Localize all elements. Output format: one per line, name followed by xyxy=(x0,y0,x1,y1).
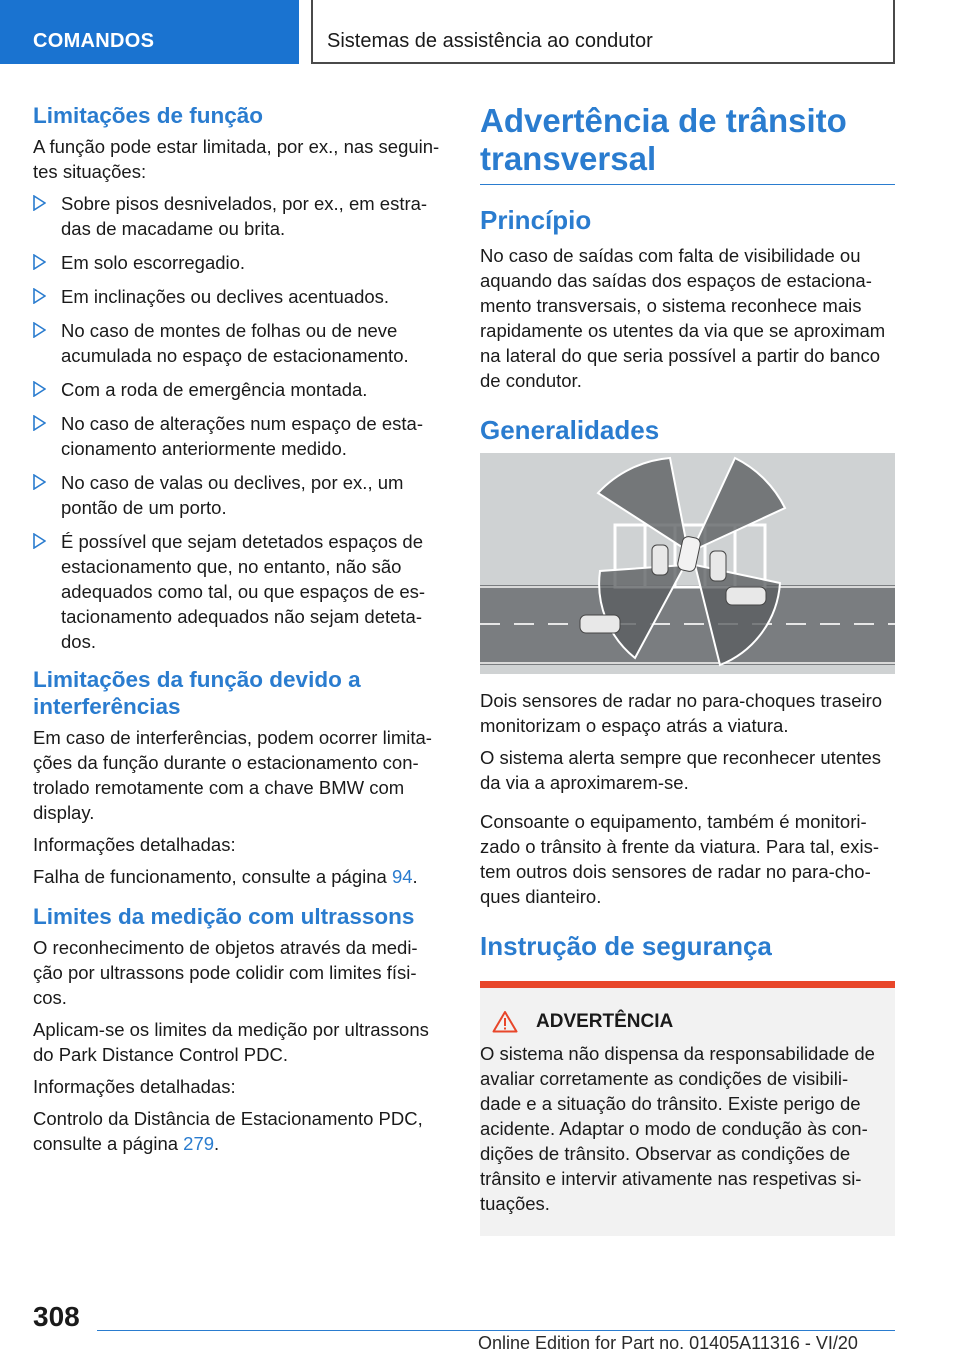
section-tab: COMANDOS xyxy=(0,0,299,64)
info-label-1: Informações detalhadas: xyxy=(33,834,236,855)
radar-illustration xyxy=(480,453,895,674)
list-item: Em inclinações ou declives acentuados. xyxy=(33,284,447,309)
pdc-limits-text: Aplicam-se os limites da medição por ultrassons do Park Distance Control PDC. xyxy=(33,1019,429,1065)
pdc-reference: Controlo da Distância de Estacionamento PDC, consulte a página 279. xyxy=(33,1108,423,1154)
heading-seguranca: Instrução de segurança xyxy=(480,931,772,961)
list-item: No caso de valas ou declives, por ex., um pontão de um porto. xyxy=(33,470,447,520)
page-number: 308 xyxy=(33,1301,80,1332)
chapter-title: Sistemas de assistência ao condutor xyxy=(311,0,895,64)
info-label-2: Informações detalhadas: xyxy=(33,1076,236,1097)
triangle-bullet-icon xyxy=(33,415,46,431)
triangle-bullet-icon xyxy=(33,322,46,338)
triangle-bullet-icon xyxy=(33,195,46,211)
malfunction-reference: Falha de funcionamento, consulte a página 94. xyxy=(33,866,418,887)
section-heading-cross-traffic: Advertência de trânsito transversal xyxy=(480,102,895,185)
list-item: Com a roda de emergência montada. xyxy=(33,377,447,402)
warning-box xyxy=(480,981,895,1236)
warning-text: O sistema não dispensa da responsabilidade de avaliar corretamente as condições de visibili-dade e a situação do trânsito. Existe perigo de acidente. Adaptar o modo de condução às con-dições de trânsito. Observar as condições de trânsito e intervir ativamente nas respetivas si-tuações. xyxy=(480,1043,875,1214)
principle-text: No caso de saídas com falta de visibilidade ou aquando das saídas dos espaços de estaciona-mento transversais, o sistema reconhece mais rapidamente os utentes da via que se aproximam na lateral do que seria possível a partir do banco de condutor. xyxy=(480,245,886,391)
left-column xyxy=(33,102,447,1163)
intro-text: A função pode estar limitada, por ex., nas seguin-tes situações: xyxy=(33,136,440,182)
warning-triangle-icon xyxy=(492,1010,518,1033)
heading-generalidades: Generalidades xyxy=(480,415,660,445)
limitations-list xyxy=(33,191,447,654)
triangle-bullet-icon xyxy=(33,381,46,397)
list-item: Em solo escorregadio. xyxy=(33,250,447,275)
heading-limites: Limites da medição com ultrassons xyxy=(33,904,415,929)
recognition-text: O reconhecimento de objetos através da medi-ção por ultrassons pode colidir com limites físi-cos. xyxy=(33,937,418,1008)
heading-limitacoes: Limitações de função xyxy=(33,103,264,128)
page-link-279[interactable]: 279 xyxy=(183,1133,215,1154)
alert-text: O sistema alerta sempre que reconhecer utentes da via a aproximarem-se. xyxy=(480,747,882,793)
heading-interferencias: Limitações da função devido a interferências xyxy=(33,667,361,719)
warning-title: ADVERTÊNCIA xyxy=(480,1010,883,1033)
list-item: É possível que sejam detetados espaços de estacionamento que, no entanto, não são adequados como tal, ou que espaços de es-tacionamento adequados não sejam deteta-dos. xyxy=(33,529,447,654)
list-item: Sobre pisos desnivelados, por ex., em estra-das de macadame ou brita. xyxy=(33,191,447,241)
heading-principio: Princípio xyxy=(480,205,592,235)
interference-text: Em caso de interferências, podem ocorrer limita-ções da função durante o estacionamento con-trolado remotamente com a chave BMW com display. xyxy=(33,727,432,823)
list-item: No caso de montes de folhas ou de neve acumulada no espaço de estacionamento. xyxy=(33,318,447,368)
list-item: No caso de alterações num espaço de esta-cionamento anteriormente medido. xyxy=(33,411,447,461)
sensors-text: Dois sensores de radar no para-choques traseiro monitorizam o espaço atrás a viatura. xyxy=(480,690,883,736)
page-link-94[interactable]: 94 xyxy=(391,866,413,887)
footer-divider xyxy=(97,1330,895,1331)
equipment-text: Consoante o equipamento, também é monitori-zado o trânsito à frente da viatura. Para tal, exis-tem outros dois sensores de radar no para-cho-ques dianteiro. xyxy=(480,811,879,907)
triangle-bullet-icon xyxy=(33,288,46,304)
triangle-bullet-icon xyxy=(33,474,46,490)
triangle-bullet-icon xyxy=(33,254,46,270)
radar-diagram xyxy=(480,453,895,674)
edition-footer: Online Edition for Part no. 01405A11316 - VI/20 xyxy=(478,1333,858,1353)
right-column xyxy=(480,102,895,1236)
triangle-bullet-icon xyxy=(33,533,46,549)
